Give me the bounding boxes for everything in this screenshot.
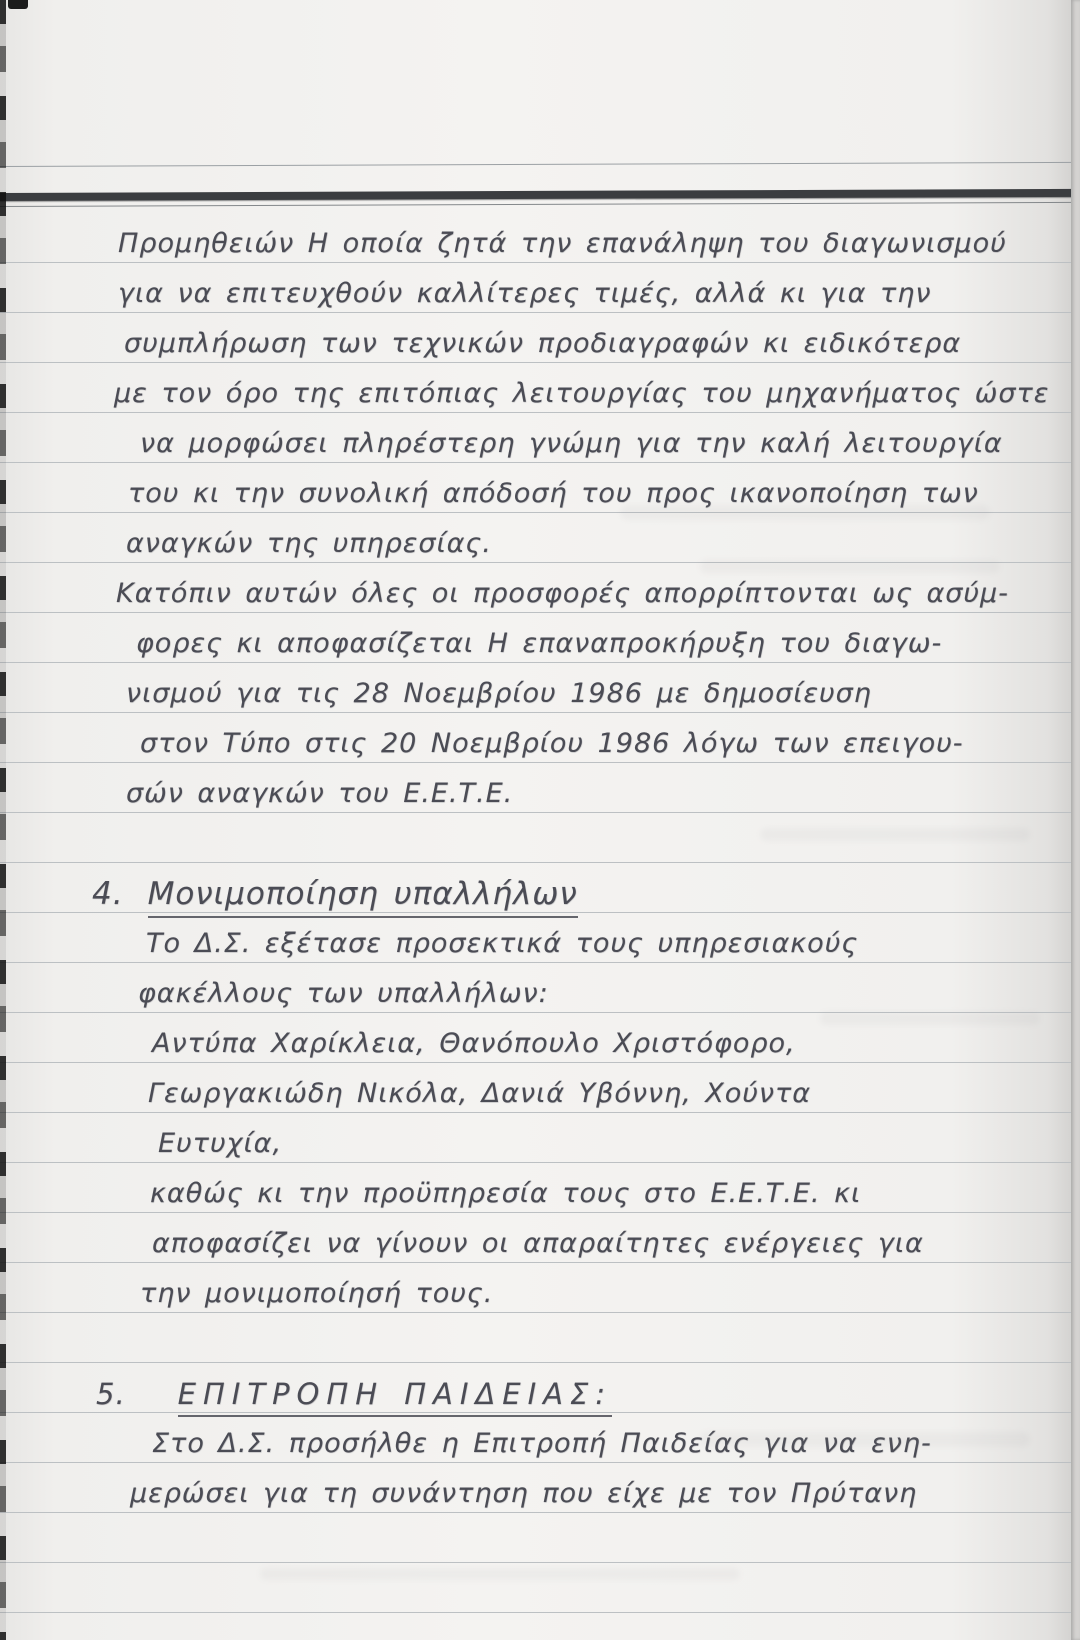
ruled-row xyxy=(0,1263,1080,1313)
ruled-row xyxy=(0,1363,1080,1413)
handwritten-line: με τον όρο της επιτόπιας λειτουργίας του μηχανήματος ώστε xyxy=(114,378,1050,409)
ruled-row xyxy=(0,813,1080,863)
ruled-row xyxy=(0,513,1080,563)
handwritten-line: του κι την συνολική απόδοσή του προς ικανοποίηση των xyxy=(128,478,979,509)
ruled-row xyxy=(0,1113,1080,1163)
section-title: Μονιμοποίηση υπαλλήλων xyxy=(148,876,578,918)
section-heading xyxy=(92,878,578,912)
ruled-row xyxy=(0,1563,1080,1613)
ruled-row xyxy=(0,263,1080,313)
handwritten-line: συμπλήρωση των τεχνικών προδιαγραφών κι ειδικότερα xyxy=(124,328,962,359)
handwritten-line: Αντύπα Χαρίκλεια, Θανόπουλο Χριστόφορο, xyxy=(152,1028,796,1059)
handwritten-line: για να επιτευχθούν καλλίτερες τιμές, αλλά κι για την xyxy=(118,278,932,309)
page-header-subrule xyxy=(0,202,1080,207)
ruled-row xyxy=(0,363,1080,413)
ruled-row xyxy=(0,663,1080,713)
handwritten-line: νισμού για τις 28 Νοεμβρίου 1986 με δημοσίευση xyxy=(126,678,872,709)
handwritten-line: Κατόπιν αυτών όλες οι προσφορές απορρίπτονται ως ασύμ- xyxy=(116,578,1009,609)
handwritten-line: σών αναγκών του Ε.Ε.Τ.Ε. xyxy=(126,778,514,809)
ruled-row xyxy=(0,1463,1080,1513)
section-title: ΕΠΙΤΡΟΠΗ ΠΑΙΔΕΙΑΣ: xyxy=(178,1377,612,1417)
ruled-row xyxy=(0,313,1080,363)
handwritten-line: να μορφώσει πληρέστερη γνώμη για την καλή λειτουργία xyxy=(140,428,1003,459)
handwritten-line: φακέλλους των υπαλλήλων: xyxy=(138,978,549,1009)
ruled-row xyxy=(0,1413,1080,1463)
handwritten-line: Προμηθειών Η οποία ζητά την επανάληψη του διαγωνισμού xyxy=(118,228,1007,259)
section-number: 5. xyxy=(96,1377,126,1411)
scan-right-edge-shadow xyxy=(1071,0,1080,1640)
ruled-row xyxy=(0,863,1080,913)
ruled-row xyxy=(0,563,1080,613)
ruled-row xyxy=(0,1513,1080,1563)
handwritten-line: την μονιμοποίησή τους. xyxy=(140,1278,494,1309)
handwritten-line: μερώσει για τη συνάντηση που είχε με τον Πρύτανη xyxy=(130,1478,918,1509)
handwriting-area xyxy=(0,213,1080,1640)
scan-corner-mark xyxy=(8,0,28,9)
ruled-row xyxy=(0,463,1080,513)
ruled-row xyxy=(0,1013,1080,1063)
ruled-row xyxy=(0,963,1080,1013)
handwritten-line: Ευτυχία, xyxy=(158,1128,283,1159)
handwritten-line: αποφασίζει να γίνουν οι απαραίτητες ενέργειες για xyxy=(152,1228,924,1259)
handwritten-line: καθώς κι την προϋπηρεσία τους στο Ε.Ε.Τ.Ε. κι xyxy=(150,1178,862,1209)
ruled-row xyxy=(0,213,1080,263)
scan-left-edge-artifact xyxy=(0,0,6,1640)
section-number: 4. xyxy=(92,876,124,912)
ruled-row xyxy=(0,1313,1080,1363)
ruled-row xyxy=(0,1613,1080,1640)
handwritten-line: φορες κι αποφασίζεται Η επαναπροκήρυξη του διαγω- xyxy=(136,628,943,659)
section-heading xyxy=(96,1378,612,1412)
ruled-row xyxy=(0,413,1080,463)
ruled-row xyxy=(0,1063,1080,1113)
page-top-thin-rule xyxy=(0,162,1080,167)
page-header-band xyxy=(0,189,1080,201)
ruled-row xyxy=(0,613,1080,663)
handwritten-line: στον Τύπο στις 20 Νοεμβρίου 1986 λόγω των επειγου- xyxy=(140,728,964,759)
ruled-row xyxy=(0,713,1080,763)
ruled-row xyxy=(0,763,1080,813)
handwritten-line: Γεωργακιώδη Νικόλα, Δανιά Υβόννη, Χούντα xyxy=(148,1078,812,1109)
ruled-row xyxy=(0,1213,1080,1263)
ruled-row xyxy=(0,1163,1080,1213)
handwritten-line: αναγκών της υπηρεσίας. xyxy=(126,528,492,559)
ruled-row xyxy=(0,913,1080,963)
handwritten-line: Στο Δ.Σ. προσήλθε η Επιτροπή Παιδείας για να ενη- xyxy=(152,1428,932,1459)
handwritten-line: Το Δ.Σ. εξέτασε προσεκτικά τους υπηρεσιακούς xyxy=(146,928,859,959)
